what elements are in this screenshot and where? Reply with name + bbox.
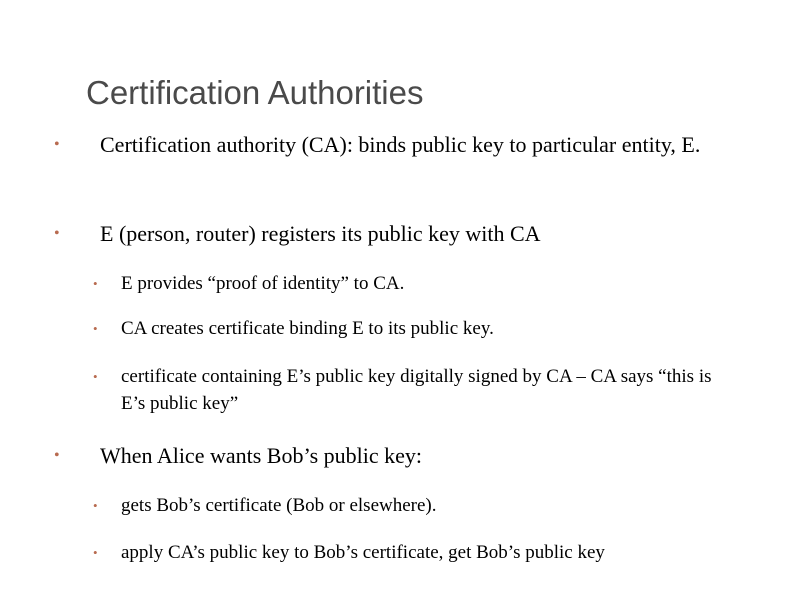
sub-bullet-text: CA creates certificate binding E to its public key. <box>121 318 494 339</box>
bullet-item <box>54 130 740 159</box>
bullet-icon: • <box>93 545 98 560</box>
slide-title: Certification Authorities <box>86 74 424 111</box>
sub-bullet-item <box>93 363 731 417</box>
bullet-icon: • <box>93 369 98 384</box>
bullet-icon: • <box>54 136 60 153</box>
sub-bullet-item <box>93 315 731 342</box>
bullet-text: E (person, router) registers its public key with CA <box>100 221 541 246</box>
sub-bullet-item <box>93 539 731 566</box>
bullet-text: Certification authority (CA): binds public key to particular entity, E. <box>100 132 701 157</box>
bullet-text: When Alice wants Bob’s public key: <box>100 443 422 468</box>
sub-bullet-text: apply CA’s public key to Bob’s certificate, get Bob’s public key <box>121 542 605 563</box>
sub-bullet-text: E provides “proof of identity” to CA. <box>121 273 405 294</box>
bullet-icon: • <box>54 225 60 242</box>
bullet-icon: • <box>93 276 98 291</box>
bullet-item <box>54 219 740 248</box>
bullet-icon: • <box>93 321 98 336</box>
bullet-item <box>54 441 740 470</box>
sub-bullet-text: gets Bob’s certificate (Bob or elsewhere). <box>121 495 437 516</box>
bullet-icon: • <box>93 498 98 513</box>
sub-bullet-text: certificate containing E’s public key digitally signed by CA – CA says “this is E’s public key” <box>121 366 712 414</box>
bullet-icon: • <box>54 447 60 464</box>
sub-bullet-item <box>93 270 731 297</box>
sub-bullet-item <box>93 492 731 519</box>
